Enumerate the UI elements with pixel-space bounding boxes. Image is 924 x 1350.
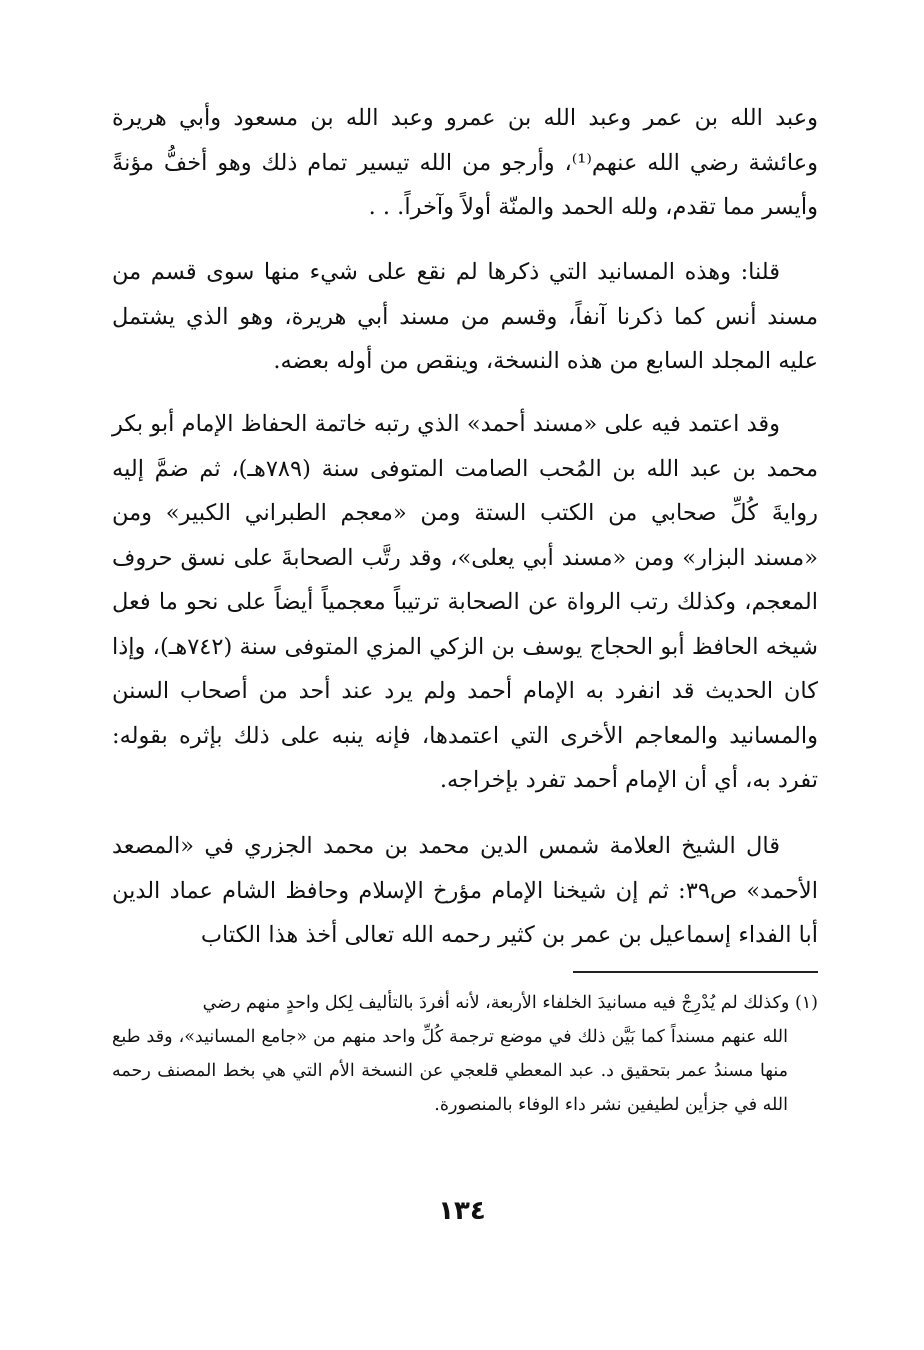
paragraph-text: قلنا: وهذه المسانيد التي ذكرها لم نقع على شيء منها سوى قسم من مسند أنس كما ذكرنا آنفاً، وقسم من مسند أبي هريرة، وهو الذي يشتمل عليه المجلد السابع من هذه النسخة، وينقص من أوله بعضه. bbox=[112, 259, 818, 374]
paragraph-3 bbox=[112, 402, 818, 803]
paragraph-1 bbox=[112, 96, 818, 230]
page-number: ١٣٤ bbox=[438, 1196, 486, 1226]
footnote bbox=[112, 986, 818, 1122]
paragraph-text: قال الشيخ العلامة شمس الدين محمد بن محمد الجزري في «المصعد الأحمد» ص٣٩: ثم إن شيخنا الإمام مؤرخ الإسلام وحافظ الشام عماد الدين أبا الفداء إسماعيل بن عمر بن كثير رحمه الله تعالى أخذ هذا الكتاب bbox=[112, 833, 818, 948]
paragraph-4 bbox=[112, 824, 818, 958]
footnote-text bbox=[112, 986, 818, 1122]
footnote-marker: (١) bbox=[794, 993, 818, 1013]
footnote-separator bbox=[573, 971, 818, 973]
paragraph-text: وقد اعتمد فيه على «مسند أحمد» الذي رتبه خاتمة الحفاظ الإمام أبو بكر محمد بن عبد الله بن المُحب الصامت المتوفى سنة (٧٨٩هـ)، ثم ضمَّ إليه روايةَ كُلِّ صحابي من الكتب الستة ومن «معجم الطبراني الكبير» ومن «مسند البزار» ومن «مسند أبي يعلى»، وقد رتَّب الصحابةَ على نسق حروف المعجم، وكذلك رتب الرواة عن الصحابة ترتيباً معجمياً أيضاً على نحو ما فعل شيخه الحافظ أبو الحجاج يوسف بن الزكي المزي المتوفى سنة (٧٤٢هـ)، وإذا كان الحديث قد انفرد به الإمام أحمد ولم يرد عند أحد من أصحاب السنن والمسانيد والمعاجم الأخرى التي اعتمدها، فإنه ينبه على ذلك بإثره بقوله: تفرد به، أي أن الإمام أحمد تفرد بإخراجه. bbox=[112, 411, 818, 793]
footnote-continuation: الله عنهم مسنداً كما بَيَّن ذلك في موضع ترجمة كُلِّ واحد منهم من «جامع المسانيد»، وقد طبع منها مسندُ عمر بتحقيق د. عبد المعطي قلعجي عن النسخة الأم التي هي بخط المصنف رحمه الله في جزأين لطيفين نشر داء الوفاء بالمنصورة. bbox=[112, 1027, 788, 1115]
paragraph-2 bbox=[112, 250, 818, 384]
paragraph-text: وعبد الله بن عمر وعبد الله بن عمرو وعبد الله بن مسعود وأبي هريرة وعائشة رضي الله عنهم⁽¹⁾، وأرجو من الله تيسير تمام ذلك وهو أخفُّ مؤنةً وأيسر مما تقدم، ولله الحمد والمنّة أولاً وآخراً. . . bbox=[112, 105, 818, 220]
footnote-first-line: وكذلك لم يُدْرِجْ فيه مسانيدَ الخلفاء الأربعة، لأنه أفردَ بالتأليف لِكل واحدٍ منهم رضي bbox=[202, 993, 790, 1013]
